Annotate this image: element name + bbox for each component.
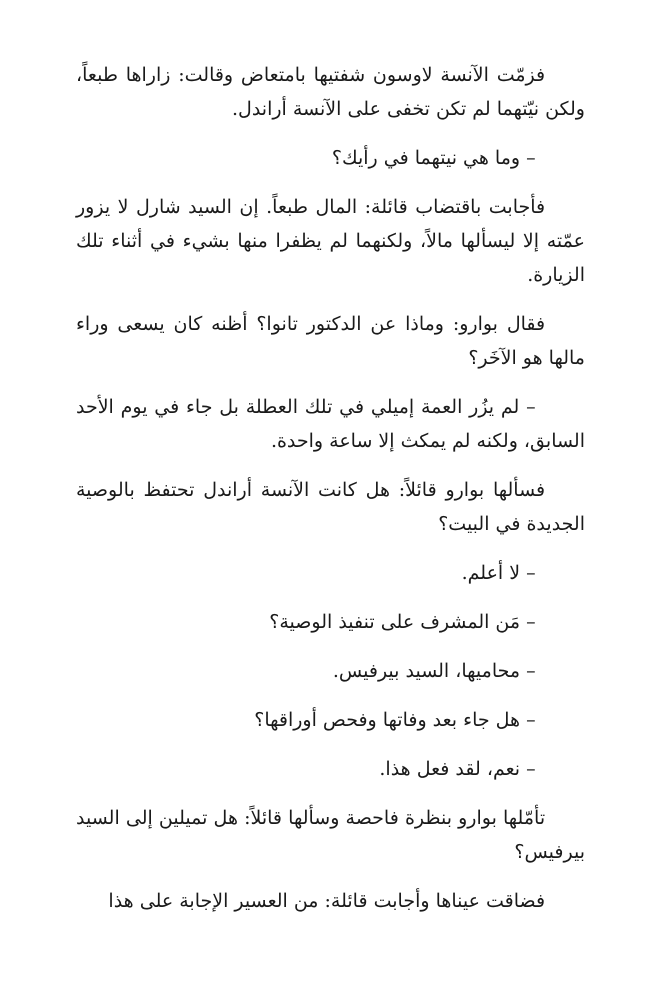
dialog-line-papers: – هل جاء بعد وفاتها وفحص أوراقها؟ [254,709,536,731]
book-page [76,58,585,918]
paragraph-dr-tanios: فقال بوارو: وماذا عن الدكتور تانوا؟ أظنه كان يسعى وراء مالها هو الآخَر؟ [76,313,585,369]
paragraph-new-will: فسألها بوارو قائلاً: هل كانت الآنسة أراندل تحتفظ بالوصية الجديدة في البيت؟ [76,479,585,535]
paragraph-poirot-gaze: تأمّلها بوارو بنظرة فاحصة وسألها قائلاً: هل تميلين إلى السيد بيرفيس؟ [76,807,585,863]
dialog-line-executor: – مَن المشرف على تنفيذ الوصية؟ [269,611,536,633]
dialog-line-intention: – وما هي نيتهما في رأيك؟ [331,147,536,169]
paragraph-money: فأجابت باقتضاب قائلة: المال طبعاً. إن السيد شارل لا يزور عمّته إلا ليسألها مالاً، ولكنهما لم يظفرا منها بشيء في أثناء تلك الزيارة. [76,196,585,286]
dialog-line-sunday: – لم يزُر العمة إميلي في تلك العطلة بل جاء في يوم الأحد السابق، ولكنه لم يمكث إلا ساعة واحدة. [76,396,585,452]
paragraph-narrowed-eyes: فضاقت عيناها وأجابت قائلة: من العسير الإجابة على هذا [108,890,546,912]
dialog-line-yes: – نعم، لقد فعل هذا. [379,758,536,780]
paragraph-lawson-visit: فزمّت الآنسة لاوسون شفتيها بامتعاض وقالت: زاراها طبعاً، ولكن نيّتهما لم تكن تخفى على الآنسة أراندل. [76,64,585,120]
dialog-line-lawyer: – محاميها، السيد بيرفيس. [332,660,536,682]
dialog-line-dont-know: – لا أعلم. [461,562,536,584]
